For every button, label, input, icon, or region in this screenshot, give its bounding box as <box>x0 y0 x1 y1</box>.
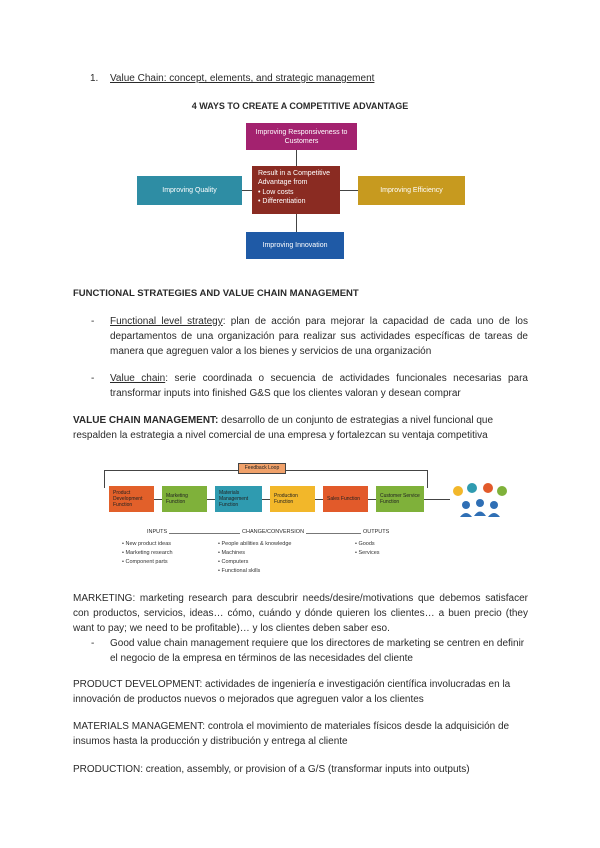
functional-item: Value chain: serie coordinada o secuencia de actividades funcionales necesarias para transformar inputs into finished G&S que los clientes valoran y desean comprar <box>110 373 528 399</box>
bullet-dash: - <box>91 316 95 327</box>
ca-diagram-title: 4 WAYS TO CREATE A COMPETITIVE ADVANTAGE <box>191 101 409 111</box>
vc-box-materials: Materials Management Function <box>215 486 262 512</box>
vc-box-customer-service: Customer Service Function <box>376 486 424 512</box>
outputs-list: • Goods • Services <box>355 540 380 558</box>
ca-result-item: • Low costs <box>258 189 294 196</box>
customers-icon <box>450 483 510 521</box>
functional-heading: FUNCTIONAL STRATEGIES AND VALUE CHAIN MANAGEMENT <box>73 288 359 299</box>
ca-box-quality: Improving Quality <box>137 176 242 205</box>
marketing-paragraph: MARKETING: marketing research para descubrir needs/desire/motivations que debemos satisfacer con productos, servicios, ideas… cómo, cuándo y dónde quieren los clientes… a buen precio (they want to pay; we need to be profitable)… y los clientes deben saber eso. <box>73 593 528 634</box>
vc-arrow-icon <box>154 499 162 500</box>
vc-arrow-icon <box>424 499 450 500</box>
ca-box-result <box>252 166 340 214</box>
ca-result-title: Result in a Competitive Advantage from <box>258 170 330 186</box>
bullet-dash: - <box>91 638 95 649</box>
outputs-label: OUTPUTS <box>363 529 390 535</box>
arrow-down-icon <box>296 150 297 166</box>
arrow-up-icon <box>296 214 297 232</box>
section-number: 1. <box>90 73 99 84</box>
vc-box-production: Production Function <box>270 486 315 512</box>
product-development-paragraph: PRODUCT DEVELOPMENT: actividades de ingeniería e investigación científica involucradas en la innovación de productos nuevos o mejorados que agreguen valor a los clientes <box>73 679 511 705</box>
vc-box-sales: Sales Function <box>323 486 368 512</box>
vc-arrow-icon <box>262 499 270 500</box>
inputs-label: INPUTS <box>147 529 168 535</box>
vc-box-product-development: Product Development Function <box>109 486 154 512</box>
production-paragraph: PRODUCTION: creation, assembly, or provision of a G/S (transformar inputs into outputs) <box>73 764 470 775</box>
vc-box-marketing: Marketing Function <box>162 486 207 512</box>
conversion-label: CHANGE/CONVERSION <box>242 529 305 535</box>
vc-arrow-icon <box>207 499 215 500</box>
vcm-paragraph: VALUE CHAIN MANAGEMENT: desarrollo de un conjunto de estrategias a nivel funcional que respalden la estrategia a nivel comercial de una empresa y fortalezcan su ventaja competitiva <box>73 415 494 441</box>
arrow-left-icon <box>340 190 358 191</box>
section-title: Value Chain: concept, elements, and strategic management <box>110 73 375 84</box>
vc-arrow-icon <box>315 499 323 500</box>
bullet-dash: - <box>91 373 95 384</box>
feedback-loop-box: Feedback Loop <box>238 463 286 474</box>
functional-item: Functional level strategy: plan de acción para mejorar la capacidad de cada uno de los departamentos de una organización para realizar sus actividades específicas de tareas de manera que agreguen valor a los bienes y servicios de una organización <box>110 316 528 357</box>
inputs-list: • New product ideas • Marketing research • Component parts <box>122 540 173 567</box>
ca-box-efficiency: Improving Efficiency <box>358 176 465 205</box>
ca-result-item: • Differentiation <box>258 198 306 205</box>
ca-box-responsiveness: Improving Responsiveness to Customers <box>246 123 357 150</box>
conversion-list: • People abilities & knowledge • Machines • Computers • Functional skills <box>218 540 292 576</box>
arrow-right-icon <box>242 190 252 191</box>
ca-box-innovation: Improving Innovation <box>246 232 344 259</box>
vc-arrow-icon <box>368 499 376 500</box>
materials-management-paragraph: MATERIALS MANAGEMENT: controla el movimiento de materiales físicos desde la adquisición de insumos hasta la producción y distribución y entrega al cliente <box>73 721 510 747</box>
marketing-bullet: Good value chain management requiere que los directores de marketing se centren en definir el negocio de la empresa en términos de las necesidades del cliente <box>110 638 525 664</box>
